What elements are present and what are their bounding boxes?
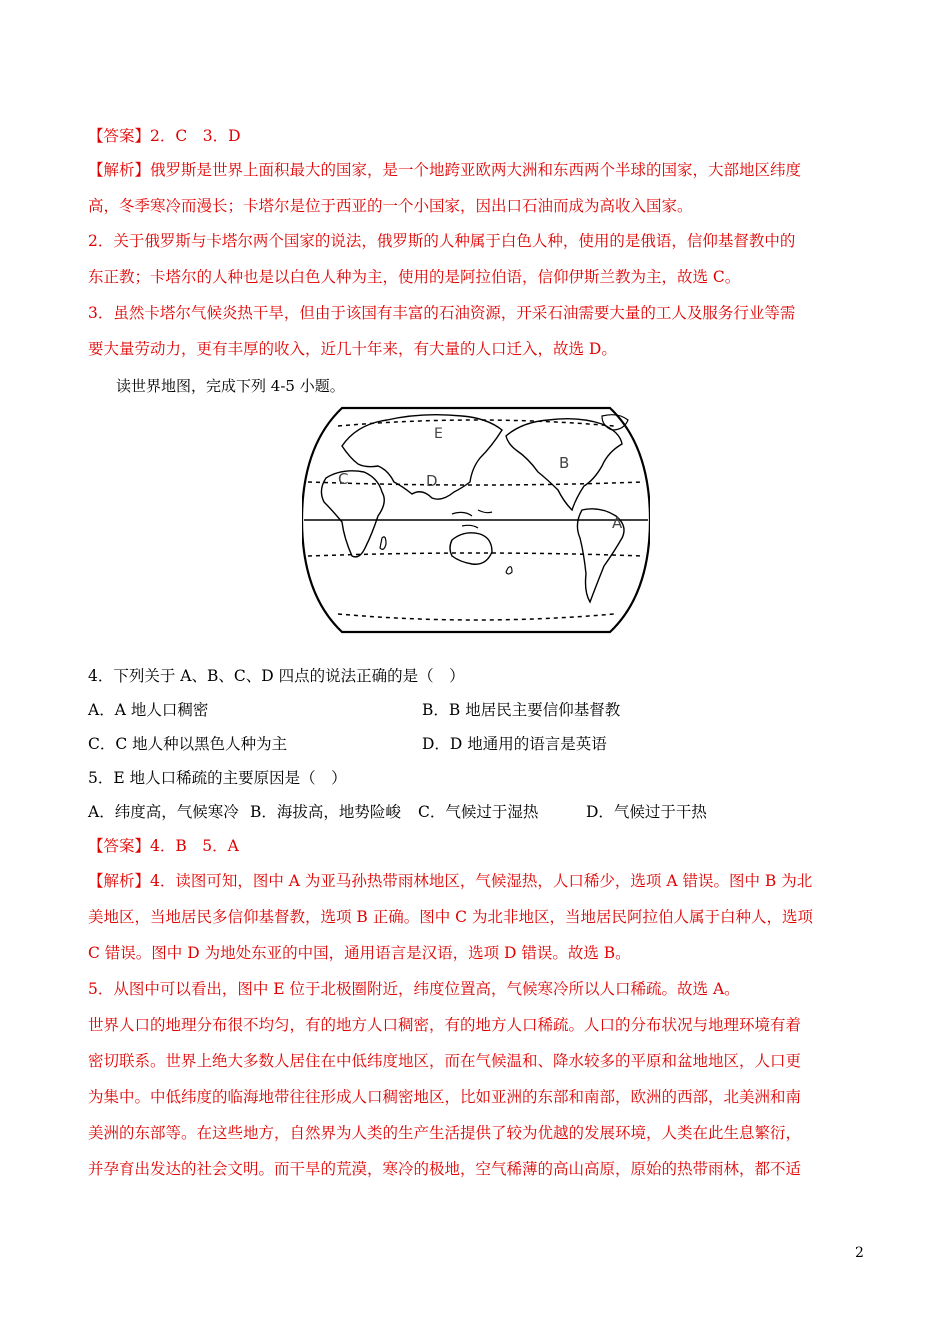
q5-option-a[interactable]: A．纬度高，气候寒冷 — [88, 803, 239, 821]
analysis2-line-1 — [88, 870, 812, 892]
map-label-e: E — [434, 426, 443, 442]
analysis2-line-5: 世界人口的地理分布很不均匀，有的地方人口稠密，有的地方人口稀疏。人口的分布状况与地理环境有着 — [88, 1016, 802, 1034]
analysis-tag: 【解析】 — [88, 161, 151, 179]
analysis-text: 俄罗斯是世界上面积最大的国家，是一个地跨亚欧两大洲和东西两个半球的国家，大部地区纬度 — [150, 161, 802, 179]
australia-outline — [450, 533, 492, 564]
map-label-a: A — [612, 514, 623, 532]
answer-tag: 【答案】 — [88, 127, 151, 145]
q4-option-c[interactable]: C．C 地人种以黑色人种为主 — [88, 735, 288, 753]
analysis2-line-4: 5．从图中可以看出，图中 E 位于北极圈附近，纬度位置高，气候寒冷所以人口稀疏。故选 A。 — [88, 980, 740, 998]
new-zealand-outline — [506, 567, 512, 574]
page-number: 2 — [855, 1245, 864, 1261]
antarctic-circle — [338, 614, 614, 620]
q4-option-d[interactable]: D．D 地通用的语言是英语 — [422, 735, 607, 753]
q5-option-c[interactable]: C．气候过于湿热 — [418, 803, 539, 821]
answer-line-1 — [88, 125, 241, 147]
q5-option-b[interactable]: B．海拔高，地势险峻 — [250, 803, 401, 821]
q4-stem: 4．下列关于 A、B、C、D 四点的说法正确的是（ ） — [88, 667, 465, 685]
analysis2-line-3: C 错误。图中 D 为地处东亚的中国，通用语言是汉语，选项 D 错误。故选 B。 — [88, 944, 631, 962]
answer-text: 4．B 5．A — [150, 837, 239, 855]
tropic-of-cancer — [308, 482, 644, 485]
answer-tag: 【答案】 — [88, 837, 151, 855]
answer-line-2 — [88, 835, 239, 857]
eurasia-outline — [342, 415, 502, 499]
answer-text: 2．C 3．D — [150, 127, 241, 145]
se-asia-islands — [452, 510, 492, 528]
q4-option-b[interactable]: B．B 地居民主要信仰基督教 — [422, 701, 621, 719]
map-label-d: D — [426, 472, 438, 490]
analysis2-line-6: 密切联系。世界上绝大多数人居住在中低纬度地区，而在气候温和、降水较多的平原和盆地地区，人口更 — [88, 1052, 802, 1070]
analysis-line-4: 东正教；卡塔尔的人种也是以白色人种为主，使用的是阿拉伯语，信仰伊斯兰教为主，故选 C。 — [88, 268, 741, 286]
greenland-outline — [602, 415, 628, 430]
q5-stem: 5．E 地人口稀疏的主要原因是（ ） — [88, 769, 347, 787]
analysis2-line-9: 并孕育出发达的社会文明。而干旱的荒漠，寒冷的极地，空气稀薄的高山高原，原始的热带雨林，都不适 — [88, 1160, 802, 1178]
map-label-c: C — [338, 470, 349, 488]
analysis-text: 4．读图可知，图中 A 为亚马孙热带雨林地区，气候湿热，人口稀少，选项 A 错误。图中 B 为北 — [150, 872, 813, 890]
question-intro: 读世界地图，完成下列 4-5 小题。 — [116, 377, 345, 395]
analysis-line-5: 3．虽然卡塔尔气候炎热干旱，但由于该国有丰富的石油资源，开采石油需要大量的工人及服务行业等需 — [88, 304, 796, 322]
analysis-line-3: 2．关于俄罗斯与卡塔尔两个国家的说法，俄罗斯的人种属于白色人种，使用的是俄语，信仰基督教中的 — [88, 232, 796, 250]
analysis2-line-7: 为集中。中低纬度的临海地带往往形成人口稠密地区，比如亚洲的东部和南部，欧洲的西部，北美洲和南 — [88, 1088, 802, 1106]
analysis-line-2: 高，冬季寒冷而漫长；卡塔尔是位于西亚的一个小国家，因出口石油而成为高收入国家。 — [88, 197, 693, 215]
analysis-line-6: 要大量劳动力，更有丰厚的收入，近几十年来，有大量的人口迁入，故选 D。 — [88, 340, 617, 358]
map-label-b: B — [559, 454, 570, 472]
q5-option-d[interactable]: D．气候过于干热 — [586, 803, 707, 821]
analysis-tag: 【解析】 — [88, 872, 151, 890]
world-map — [302, 406, 650, 634]
analysis-line-1 — [88, 159, 801, 181]
madagascar-outline — [380, 537, 386, 549]
analysis2-line-2: 美地区，当地居民多信仰基督教，选项 B 正确。图中 C 为北非地区，当地居民阿拉伯人属于白种人，选项 — [88, 908, 813, 926]
q4-option-a[interactable]: A．A 地人口稠密 — [88, 701, 209, 719]
analysis2-line-8: 美洲的东部等。在这些地方，自然界为人类的生产生活提供了较为优越的发展环境，人类在此生息繁衍， — [88, 1124, 802, 1142]
